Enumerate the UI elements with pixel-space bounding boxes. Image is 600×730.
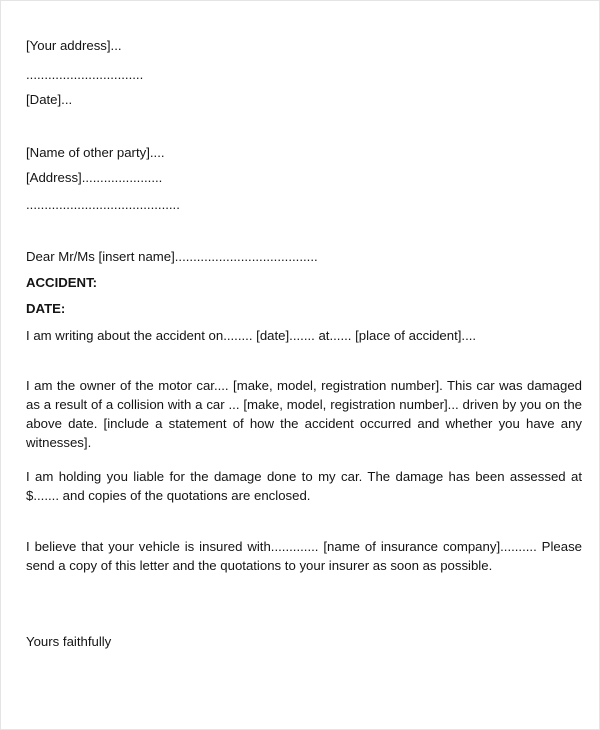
accident-heading: ACCIDENT: <box>26 275 98 290</box>
paragraph-ownership: I am the owner of the motor car.... [make, model, registration number]. This car was damaged as a result of a collision with a car ... [make, model, registration number]... driven by you on the above date. [include a statement of how the accident occurred and whether you have any witnesses]. <box>26 378 582 450</box>
letter-date: [Date]... <box>26 92 73 107</box>
salutation: Dear Mr/Ms [insert name]....................................... <box>26 249 318 264</box>
date-heading: DATE: <box>26 301 66 316</box>
closing: Yours faithfully <box>26 634 112 649</box>
paragraph-accident-intro: I am writing about the accident on........ [date]....... at...... [place of accident].... <box>26 328 477 343</box>
paragraph-liability: I am holding you liable for the damage done to my car. The damage has been assessed at $....... and copies of the quotations are enclosed. <box>26 469 582 503</box>
sender-address-continuation: ................................ <box>26 67 144 82</box>
paragraph-insurance: I believe that your vehicle is insured with............. [name of insurance company].......... Please send a copy of this letter and the quotations to your insurer as soon as possible. <box>26 539 582 573</box>
sender-address: [Your address]... <box>26 38 122 53</box>
recipient-address-continuation: .......................................... <box>26 197 180 212</box>
recipient-address: [Address]...................... <box>26 170 163 185</box>
recipient-name: [Name of other party].... <box>26 145 165 160</box>
